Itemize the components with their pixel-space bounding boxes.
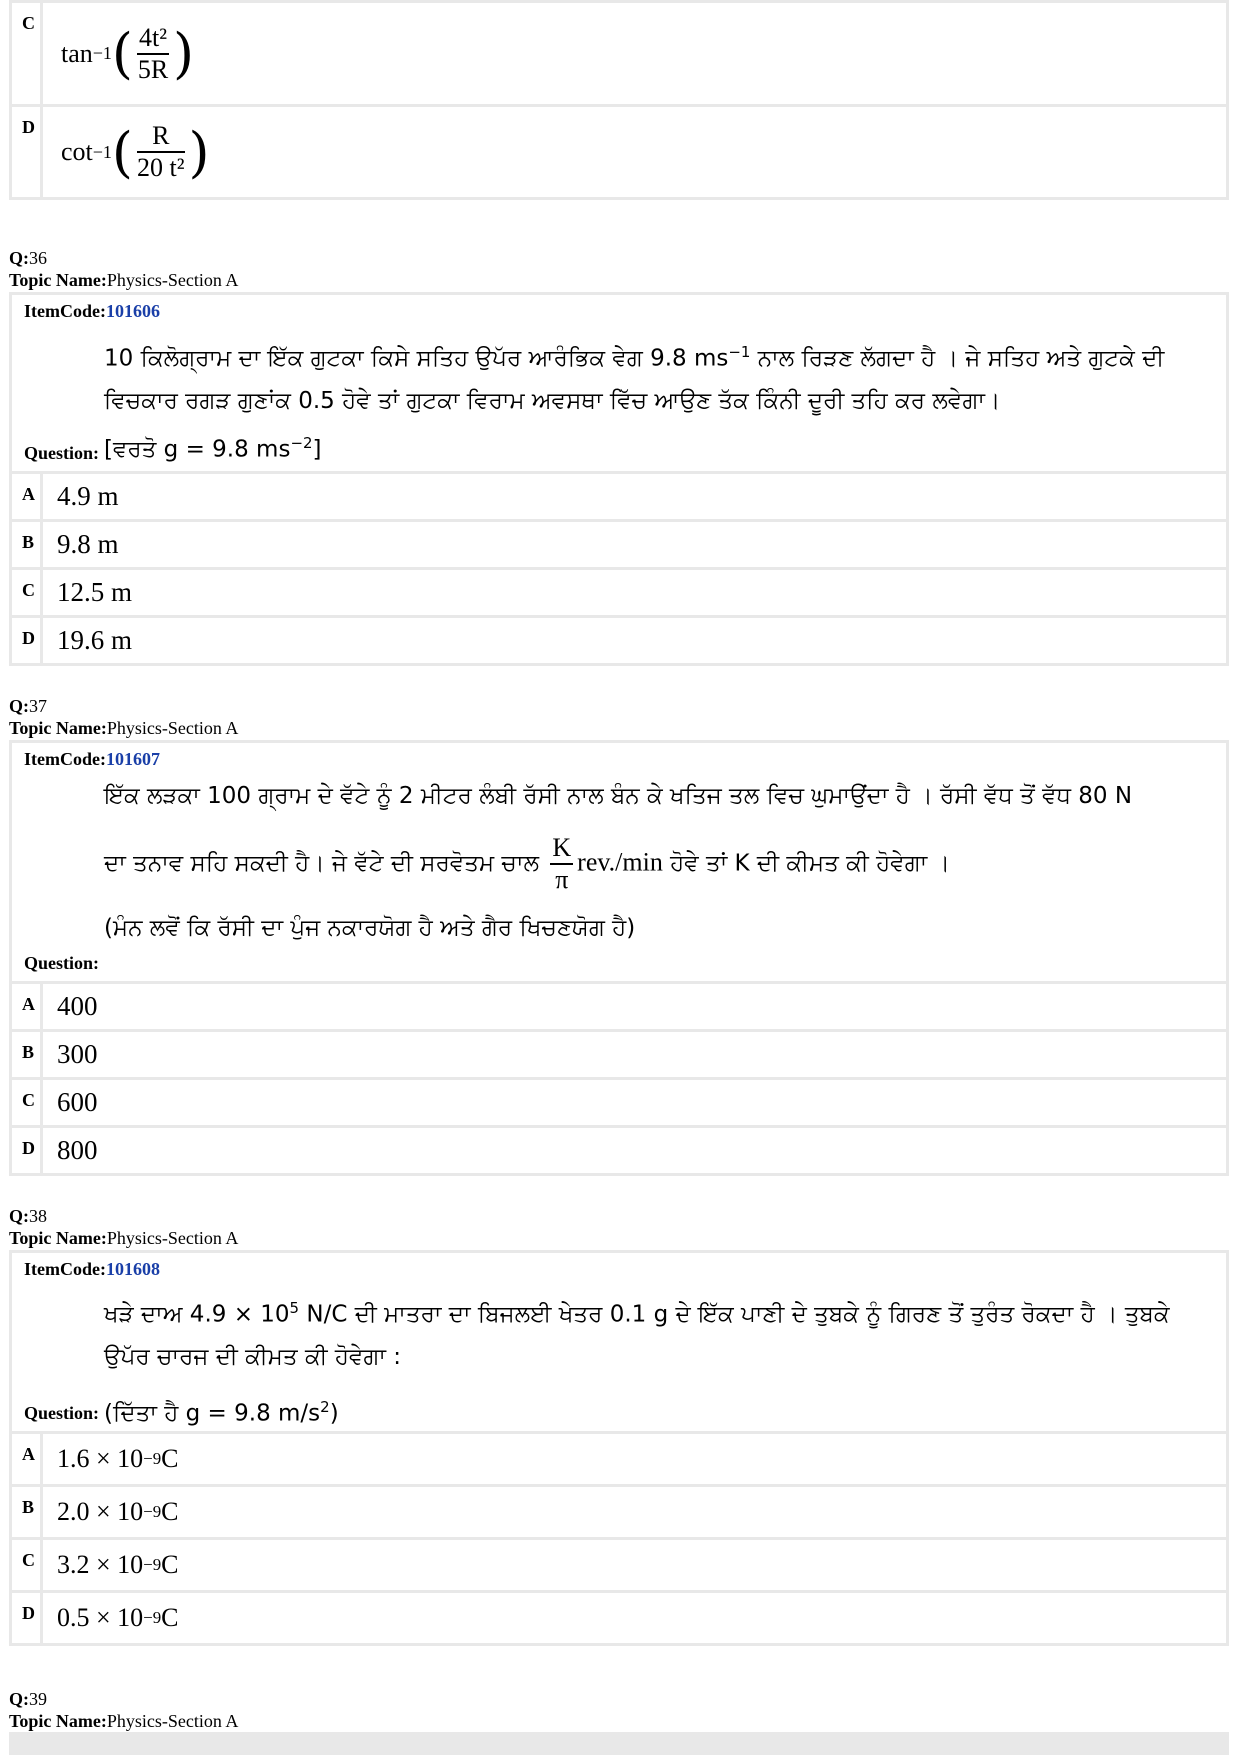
option-text: 1.6 × 10 −9 C: [43, 1434, 1226, 1484]
option-text: 12.5 m: [43, 570, 1226, 615]
question-body: [12, 1253, 1226, 1431]
option-letter: B: [12, 522, 40, 567]
question-text: ਇੱਕ ਲੜਕਾ 100 ਗ੍ਰਾਮ ਦੇ ਵੱਟੇ ਨੂੰ 2 ਮੀਟਰ ਲੰਬੀ ਰੱਸੀ ਨਾਲ ਬੰਨ ਕੇ ਖਤਿਜ ਤਲ ਵਿਚ ਘੁਮਾਉਂਦਾ ਹੈ । ਰੱਸੀ ਵੱਧ ਤੋਂ ਵੱਧ 80 N ਦਾ ਤਨਾਵ ਸਹਿ ਸਕਦੀ ਹੈ। ਜੇ ਵੱਟੇ ਦੀ ਸਰਵੋਤਮ ਚਾਲ $\frac{K}{\pi}$ rev./min ਹੋਵੇ ਤਾਂ K ਦੀ ਕੀਮਤ ਕੀ ਹੋਵੇਗਾ । (ਮੰਨ ਲਵੋਂ ਕਿ ਰੱਸੀ ਦਾ ਪੁੰਜ ਨਕਾਰਯੋਗ ਹੈ ਅਤੇ ਗੈਰ ਖਿਚਣਯੋਗ ਹੈ): [104, 783, 1133, 941]
option-text: 9.8 m: [43, 522, 1226, 567]
option-a[interactable]: [12, 474, 1226, 519]
fraction: $\frac{K}{\pi}$: [552, 833, 572, 894]
option-text: 3.2 × 10 −9 C: [43, 1540, 1226, 1590]
question-text: 10 ਕਿਲੋਗ੍ਰਾਮ ਦਾ ਇੱਕ ਗੁਟਕਾ ਕਿਸੇ ਸਤਿਹ ਉਪੱਰ ਆਰੰਭਿਕ ਵੇਗ 9.8 $ms^{-1}$ ਨਾਲ ਰਿੜਣ ਲੱਗਦਾ ਹੈ । ਜੇ ਸਤਿਹ ਅਤੇ ਗੁਟਕੇ ਦੀ ਵਿਚਕਾਰ ਰਗੜ ਗੁਣਾਂਕ 0.5 ਹੋਵੇ ਤਾਂ ਗੁਟਕਾ ਵਿਰਾਮ ਅਵਸਥਾ ਵਿੱਚ ਆਉਣ ਤੱਕ ਕਿੰਨੀ ਦੂਰੀ ਤਹਿ ਕਰ ਲਵੇਗਾ। [ਵਰਤੋ g = 9.8 $ms^{-2}$]: [104, 343, 1165, 463]
option-c[interactable]: [12, 3, 1226, 104]
option-text: tan −1 ( $\frac{\text{4t²}}{5R}$ ): [43, 3, 1226, 104]
option-text: cot −1 ( $\frac{R}{\text{20 t²}}$ ): [43, 107, 1226, 197]
q38-block: [9, 1250, 1229, 1646]
option-b[interactable]: [12, 522, 1226, 567]
question-label: Question:: [24, 953, 100, 973]
option-letter: C: [12, 1540, 40, 1590]
q39-header: Q:39 Topic Name:Physics-Section A: [9, 1689, 239, 1731]
option-letter: C: [12, 3, 40, 104]
q36-block: [9, 292, 1229, 666]
option-text: 600: [43, 1080, 1226, 1125]
q39-block-edge: [9, 1732, 1229, 1755]
option-d[interactable]: [12, 1593, 1226, 1643]
option-text: 2.0 × 10 −9 C: [43, 1487, 1226, 1537]
q36-header: Q:36 Topic Name:Physics-Section A: [9, 248, 239, 290]
option-letter: B: [12, 1032, 40, 1077]
fraction: $\frac{R}{\text{20 t²}}$: [137, 121, 185, 182]
item-code: ItemCode:101607: [24, 749, 160, 769]
option-letter: D: [12, 1128, 40, 1173]
prev-question-options: [9, 0, 1229, 200]
option-letter: B: [12, 1487, 40, 1537]
option-d[interactable]: [12, 1128, 1226, 1173]
option-letter: D: [12, 618, 40, 663]
option-a[interactable]: [12, 984, 1226, 1029]
option-text: 400: [43, 984, 1226, 1029]
question-body: [12, 295, 1226, 471]
option-c[interactable]: [12, 1080, 1226, 1125]
option-letter: C: [12, 1080, 40, 1125]
question-text: ਖੜੇ ਦਾਅ $4.9 \times 10^5$ N/C ਦੀ ਮਾਤਰਾ ਦਾ ਬਿਜਲਈ ਖੇਤਰ 0.1 g ਦੇ ਇੱਕ ਪਾਣੀ ਦੇ ਤੁਬਕੇ ਨੂੰ ਗਿਰਣ ਤੋਂ ਤੁਰੰਤ ਰੋਕਦਾ ਹੈ । ਤੁਬਕੇ ਉਪੱਰ ਚਾਰਜ ਦੀ ਕੀਮਤ ਕੀ ਹੋਵੇਗਾ : (ਦਿੱਤਾ ਹੈ g = 9.8 $m/s^2$): [104, 1299, 1170, 1427]
option-b[interactable]: [12, 1487, 1226, 1537]
option-text: 19.6 m: [43, 618, 1226, 663]
option-letter: A: [12, 1434, 40, 1484]
option-c[interactable]: [12, 1540, 1226, 1590]
option-b[interactable]: [12, 1032, 1226, 1077]
q37-block: [9, 740, 1229, 1176]
fraction: $\frac{\text{4t²}}{5R}$: [137, 22, 169, 84]
option-a[interactable]: [12, 1434, 1226, 1484]
item-code: ItemCode:101608: [24, 1259, 160, 1279]
option-c[interactable]: [12, 570, 1226, 615]
option-text: 300: [43, 1032, 1226, 1077]
question-body: [12, 743, 1226, 981]
option-letter: A: [12, 474, 40, 519]
option-letter: C: [12, 570, 40, 615]
question-label: Question:: [24, 443, 100, 463]
option-letter: A: [12, 984, 40, 1029]
option-d[interactable]: [12, 107, 1226, 197]
question-label: Question:: [24, 1403, 100, 1423]
option-d[interactable]: [12, 618, 1226, 663]
option-text: 4.9 m: [43, 474, 1226, 519]
q37-header: Q:37 Topic Name:Physics-Section A: [9, 696, 239, 738]
option-text: 0.5 × 10 −9 C: [43, 1593, 1226, 1643]
option-text: 800: [43, 1128, 1226, 1173]
q38-header: Q:38 Topic Name:Physics-Section A: [9, 1206, 239, 1248]
option-letter: D: [12, 1593, 40, 1643]
option-letter: D: [12, 107, 40, 197]
item-code: ItemCode:101606: [24, 301, 160, 321]
